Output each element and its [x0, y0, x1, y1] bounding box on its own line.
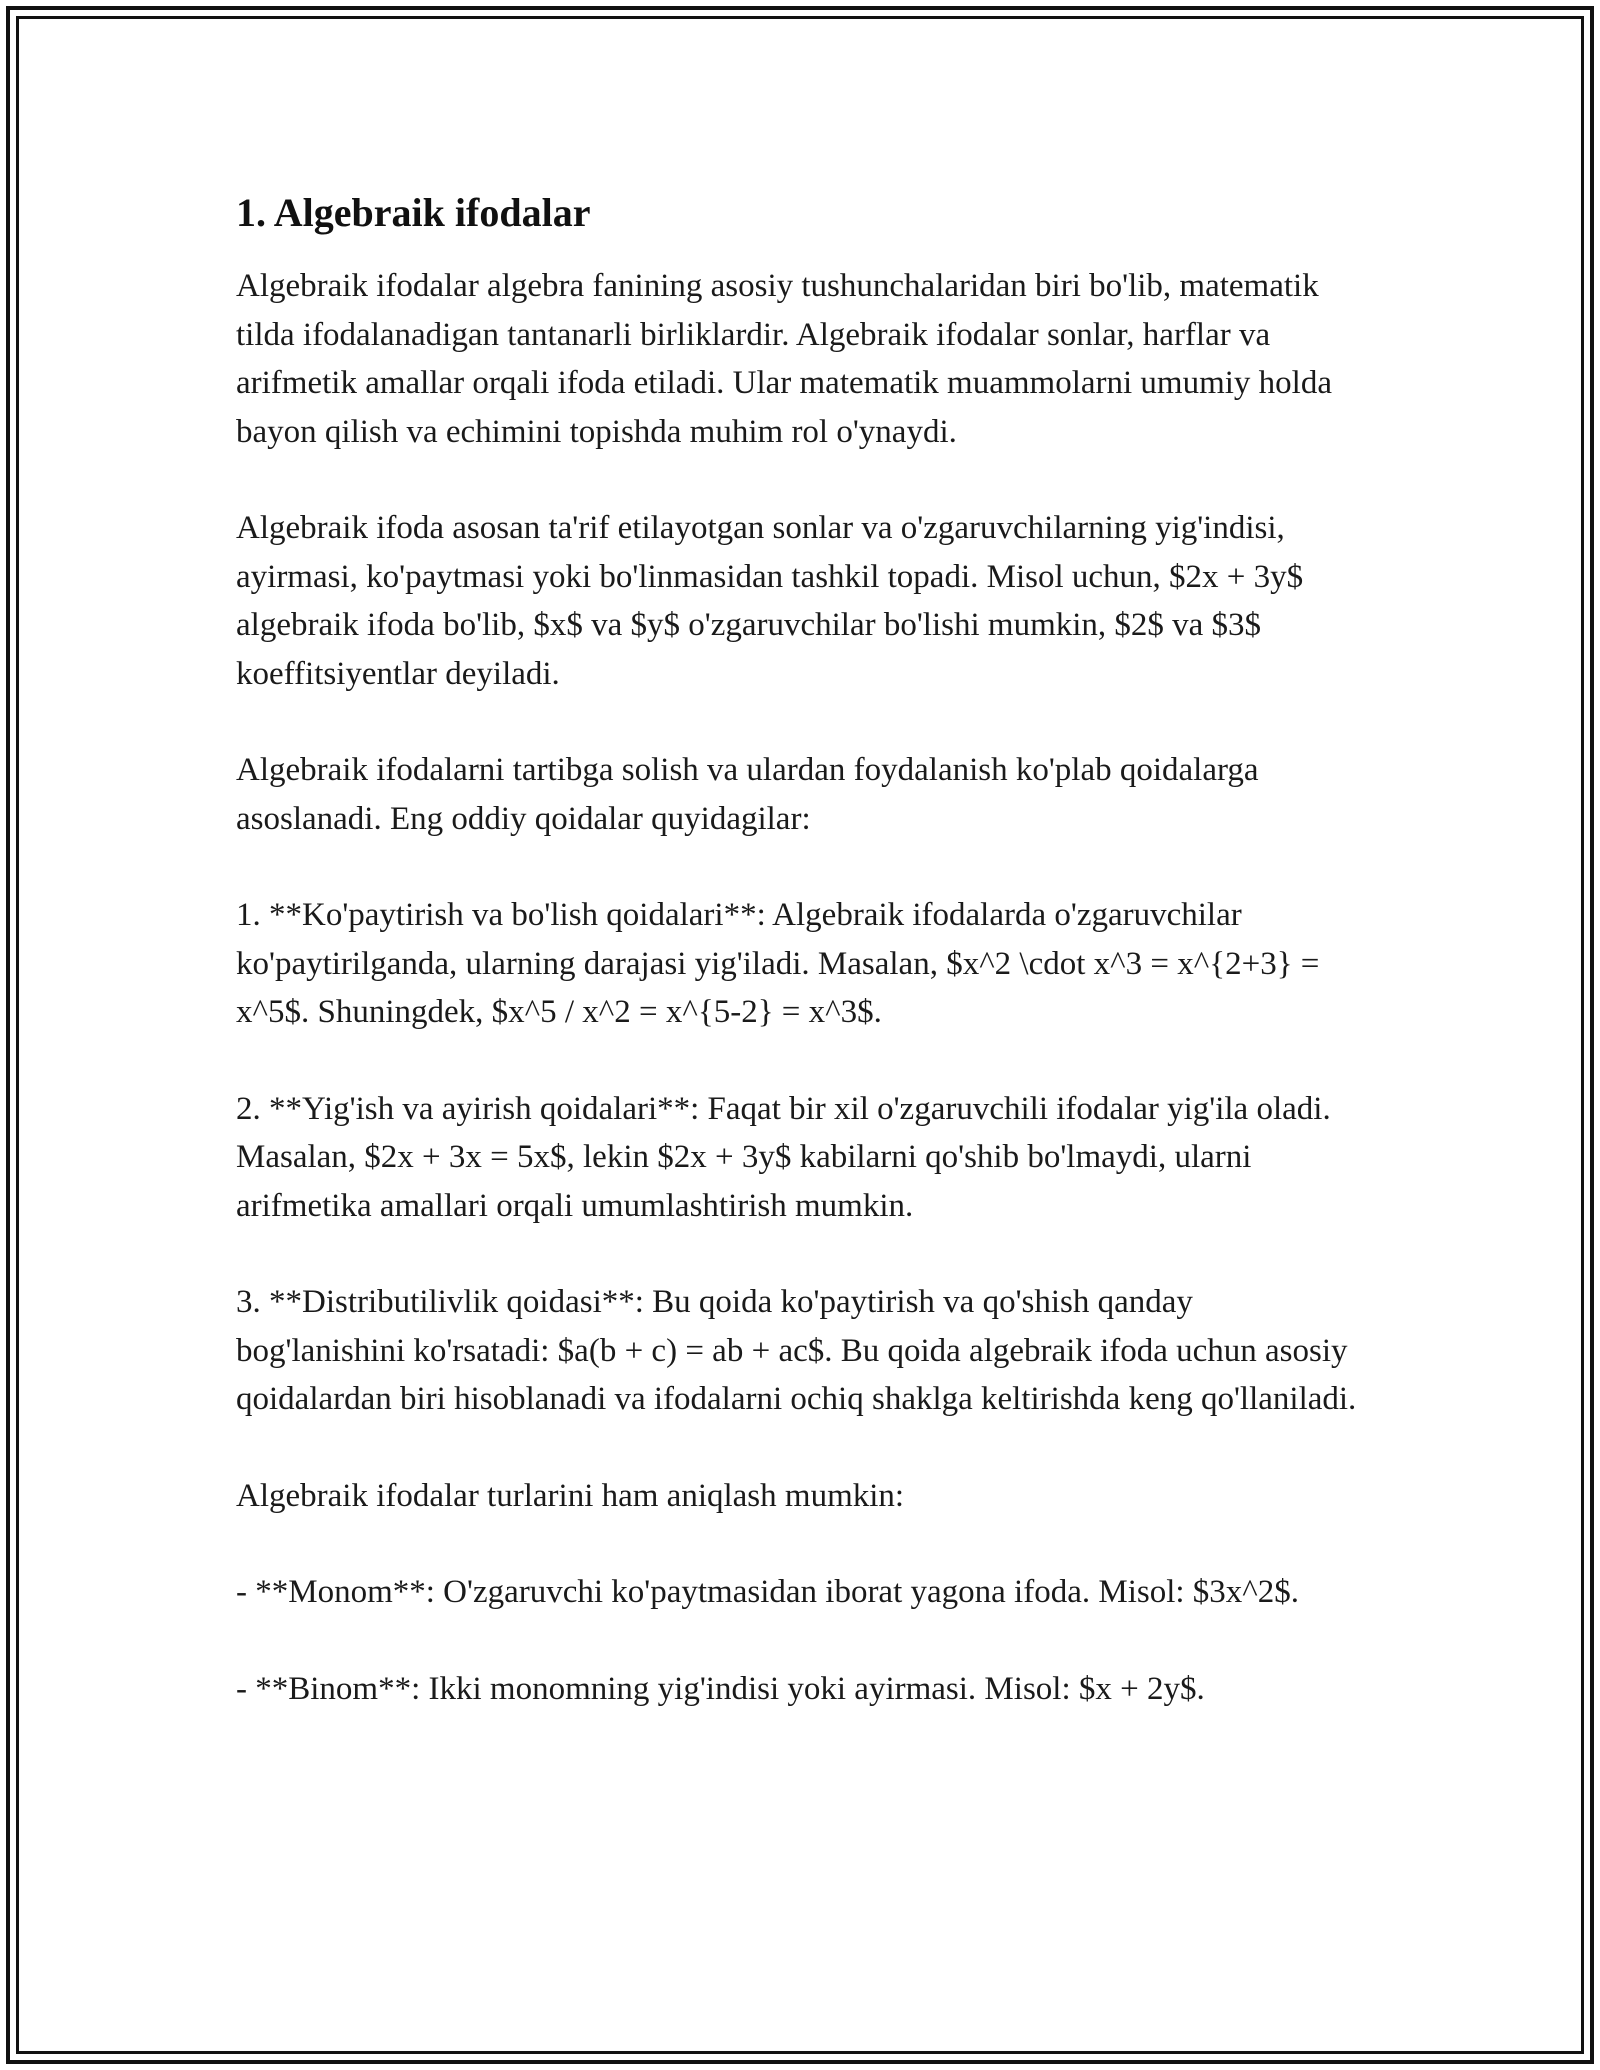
rule-addition-subtraction: 2. **Yig'ish va ayirish qoidalari**: Faqat bir xil o'zgaruvchili ifodalar yig'ila oladi. Masalan, $2x + 3x = 5x$, lekin $2x + 3y$ kabilarni qo'shib bo'lmaydi, ularni arifmetika amallari orqali umumlashtirish mumkin.	[236, 1090, 1331, 1224]
list-item-monom: - **Monom**: O'zgaruvchi ko'paytmasidan iborat yagona ifoda. Misol: $3x^2$.	[236, 1574, 1300, 1610]
rule-distributivity: 3. **Distributilivlik qoidasi**: Bu qoida ko'paytirish va qo'shish qanday bog'lanishini ko'rsatadi: $a(b + c) = ab + ac$. Bu qoida algebraik ifoda uchun asosiy qoidalardan biri hisoblanadi va ifodalarni ochiq shaklga keltirishda keng qo'llaniladi.	[236, 1284, 1357, 1417]
paragraph-rules-intro: Algebraik ifodalarni tartibga solish va ulardan foydalanish ko'plab qoidalarga asoslanadi. Eng oddiy qoidalar quyidagilar:	[236, 752, 1259, 837]
paragraph-intro: Algebraik ifodalar algebra fanining asosiy tushunchalaridan biri bo'lib, matematik tilda ifodalanadigan tantanarli birliklardir. Algebraik ifodalar sonlar, harflar va arifmetik amallar orqali ifoda etiladi. Ular matematik muammolarni umumiy holda bayon qilish va echimini topishda muhim rol o'ynaydi.	[236, 268, 1332, 450]
list-item-binom: - **Binom**: Ikki monomning yig'indisi yoki ayirmasi. Misol: $x + 2y$.	[236, 1670, 1205, 1707]
paragraph-definition: Algebraik ifoda asosan ta'rif etilayotgan sonlar va o'zgaruvchilarning yig'indisi, ayirmasi, ko'paytmasi yoki bo'linmasidan tashkil topadi. Misol uchun, $2x + 3y$ algebraik ifoda bo'lib, $x$ va $y$ o'zgaruvchilar bo'lishi mumkin, $2$ va $3$ koeffitsiyentlar deyiladi.	[236, 510, 1304, 692]
paragraph-types-intro: Algebraik ifodalar turlarini ham aniqlash mumkin:	[236, 1477, 905, 1514]
document-body	[236, 188, 1366, 1761]
section-heading: 1. Algebraik ifodalar	[236, 190, 591, 235]
rule-multiplication-division: 1. **Ko'paytirish va bo'lish qoidalari**: Algebraik ifodalarda o'zgaruvchilar ko'paytirilganda, ularning darajasi yig'iladi. Masalan, $x^2 \cdot x^3 = x^{2+3} = x^5$. Shuningdek, $x^5 / x^2 = x^{5-2} = x^3$.	[236, 897, 1320, 1030]
